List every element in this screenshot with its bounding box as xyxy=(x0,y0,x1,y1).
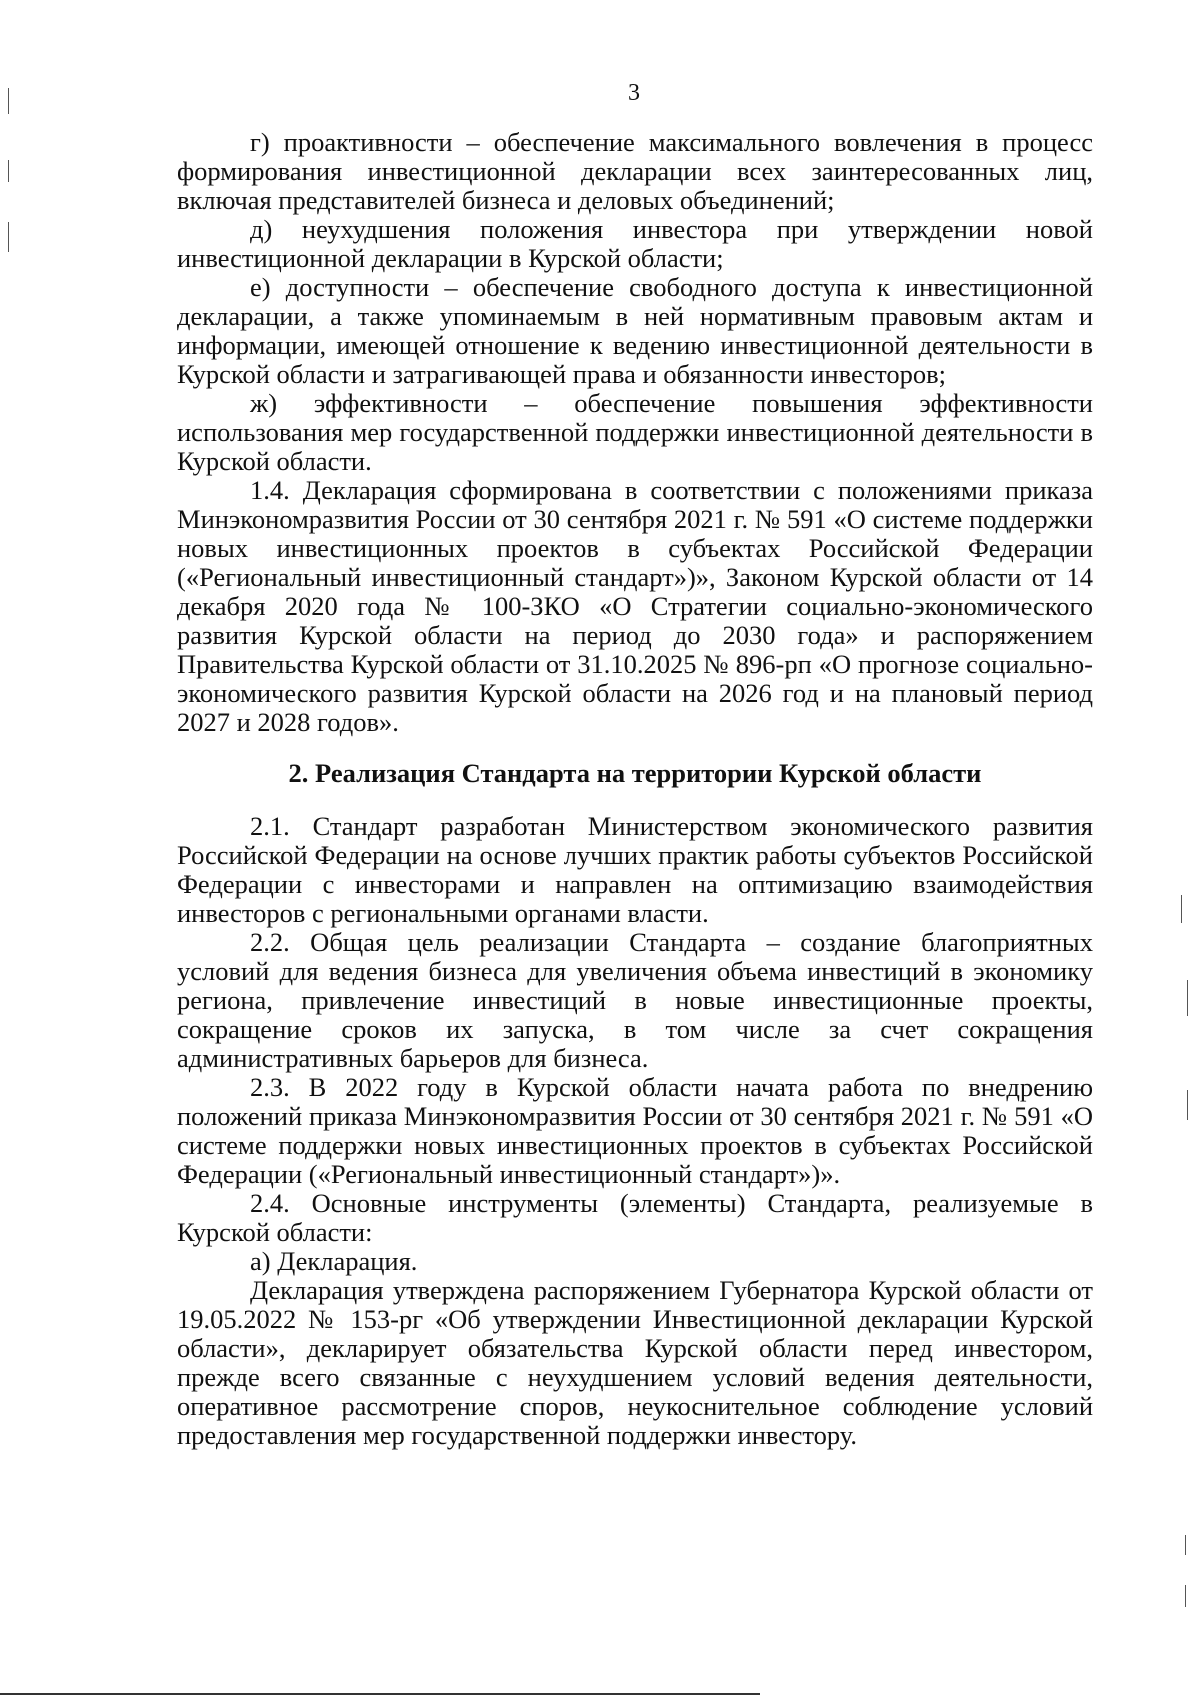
paragraph-non-deterioration: д) неухудшения положения инвестора при утверждении новой инвестиционной декларации в Курской области; xyxy=(177,214,1093,273)
paragraph-efficiency: ж) эффективности – обеспечение повышения эффективности использования мер государственной поддержки инвестиционной деятельности в Курской области. xyxy=(177,388,1093,476)
scan-mark-left-1 xyxy=(8,88,9,114)
section-heading: 2. Реализация Стандарта на территории Курской области xyxy=(288,758,982,788)
paragraph-accessibility: е) доступности – обеспечение свободного доступа к инвестиционной декларации, а также упоминаемым в ней нормативным правовым актам и информации, имеющей отношение к ведению инвестиционной деятельности в Курской области и затрагивающей права и обязанности инвесторов; xyxy=(177,272,1093,389)
scan-mark-left-2 xyxy=(8,160,9,182)
scan-mark-right-1 xyxy=(1181,895,1182,923)
paragraph-item-a: а) Декларация. xyxy=(250,1246,418,1276)
page-number: 3 xyxy=(628,80,640,106)
scan-mark-left-3 xyxy=(8,222,9,252)
document-body xyxy=(177,128,1093,1450)
scan-mark-right-5 xyxy=(1185,1585,1186,1607)
scan-mark-right-3 xyxy=(1187,1090,1188,1120)
paragraph-1-4: 1.4. Декларация сформирована в соответствии с положениями приказа Минэкономразвития России от 30 сентября 2021 г. № 591 «О системе поддержки новых инвестиционных проектов в субъектах Российской Федерации («Региональный инвестиционный стандарт»)», Законом Курской области от 14 декабря 2020 года № 100-ЗКО «О Стратегии социально-экономического развития Курской области на период до 2030 года» и распоряжением Правительства Курской области от 31.10.2025 № 896-рп «О прогнозе социально-экономического развития Курской области на 2026 год и на плановый период 2027 и 2028 годов». xyxy=(177,475,1093,737)
paragraph-2-2: 2.2. Общая цель реализации Стандарта – создание благоприятных условий для ведения бизнеса для увеличения объема инвестиций в экономику региона, привлечение инвестиций в новые инвестиционные проекты, сокращение сроков их запуска, в том числе за счет сокращения административных барьеров для бизнеса. xyxy=(177,927,1093,1073)
paragraph-declaration: Декларация утверждена распоряжением Губернатора Курской области от 19.05.2022 № 153-рг «Об утверждении Инвестиционной декларации Курской области», декларирует обязательства Курской области перед инвестором, прежде всего связанные с неухудшением условий ведения деятельности, оперативное рассмотрение споров, неукоснительное соблюдение условий предоставления мер государственной поддержки инвестору. xyxy=(177,1275,1093,1450)
paragraph-2-1: 2.1. Стандарт разработан Министерством экономического развития Российской Федерации на основе лучших практик работы субъектов Российской Федерации с инвесторами и направлен на оптимизацию взаимодействия инвесторов с региональными органами власти. xyxy=(177,811,1093,928)
paragraph-2-3: 2.3. В 2022 году в Курской области начата работа по внедрению положений приказа Минэкономразвития России от 30 сентября 2021 г. № 591 «О системе поддержки новых инвестиционных проектов в субъектах Российской Федерации («Региональный инвестиционный стандарт»)». xyxy=(177,1072,1093,1189)
bottom-edge-line xyxy=(0,1693,760,1695)
paragraph-proactivity: г) проактивности – обеспечение максимального вовлечения в процесс формирования инвестиционной декларации всех заинтересованных лиц, включая представителей бизнеса и деловых объединений; xyxy=(177,127,1093,215)
scan-mark-right-4 xyxy=(1185,1535,1186,1555)
paragraph-2-4: 2.4. Основные инструменты (элементы) Стандарта, реализуемые в Курской области: xyxy=(177,1188,1093,1247)
scan-mark-right-2 xyxy=(1187,980,1188,1016)
